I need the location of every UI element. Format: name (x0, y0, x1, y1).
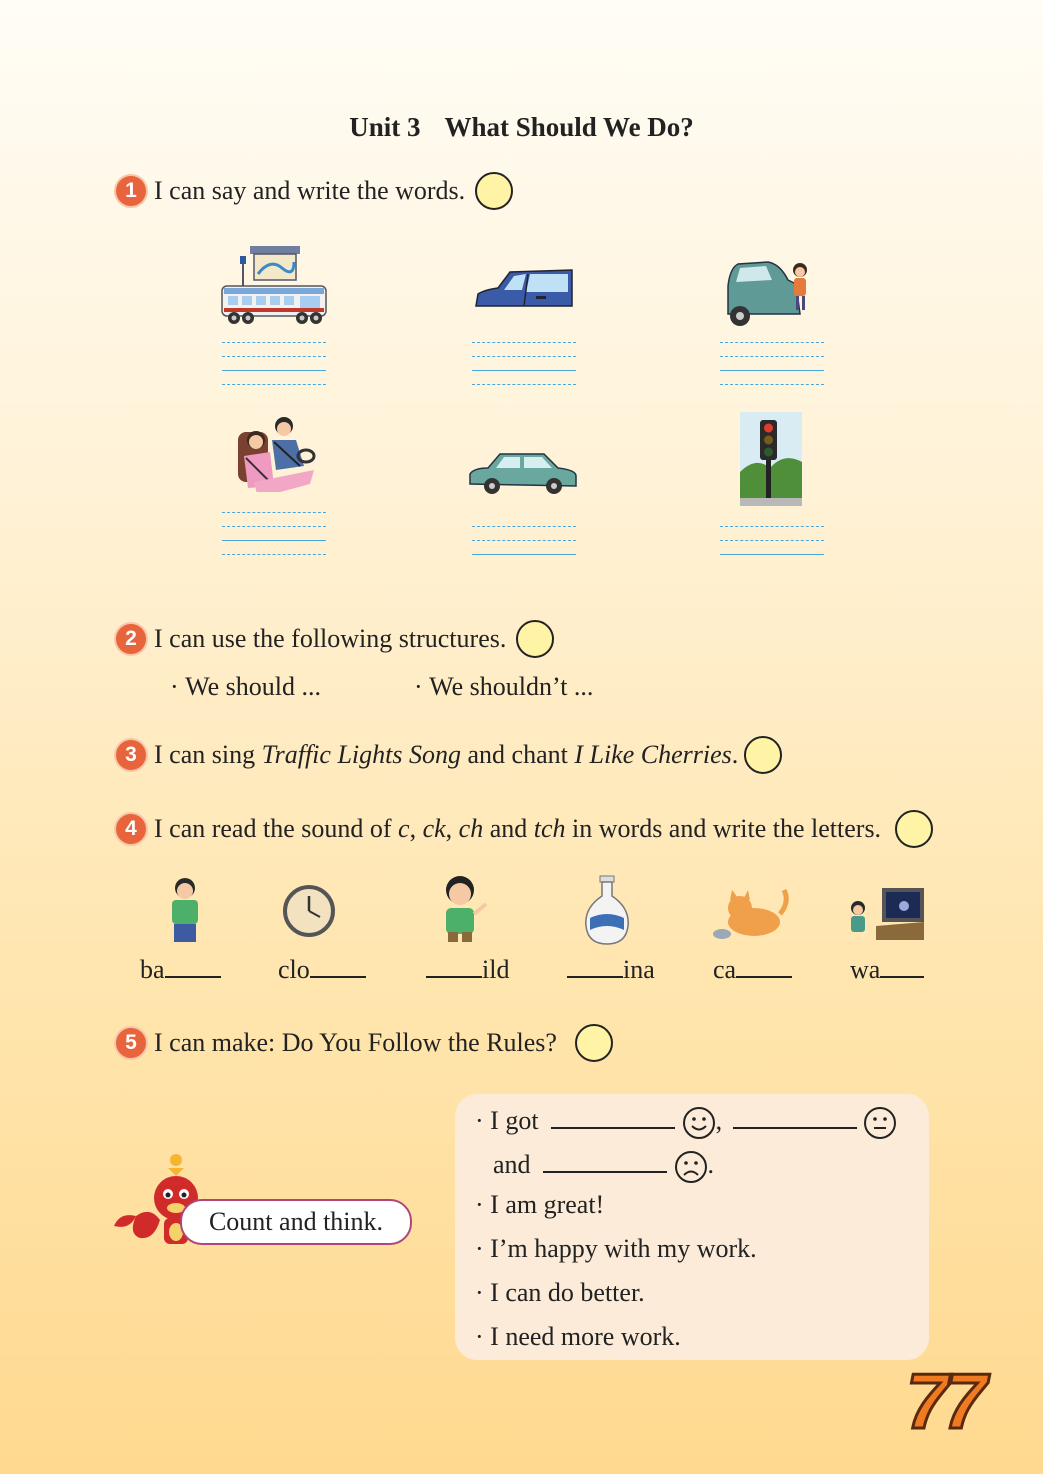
car-picture (466, 448, 580, 496)
writing-lines[interactable] (222, 342, 326, 392)
self-check-circle[interactable] (475, 172, 513, 210)
writing-lines[interactable] (472, 526, 576, 576)
chant-title: I Like Cherries (574, 740, 732, 769)
and-line: and . (493, 1150, 714, 1184)
section-number: 4 (116, 814, 146, 844)
letter-blank[interactable] (310, 956, 366, 978)
unit-name: What Should We Do? (444, 112, 694, 142)
china-vase-picture (582, 874, 632, 946)
letter-blank[interactable] (736, 956, 792, 978)
count-blank[interactable] (551, 1107, 675, 1129)
boy-back-picture (160, 876, 210, 946)
panel-item: · I can do better. (475, 1278, 645, 1307)
sad-face-icon (674, 1150, 708, 1184)
writing-lines[interactable] (720, 526, 824, 576)
section-5 (116, 1024, 613, 1062)
watch-tv-picture (846, 886, 926, 946)
letter-blank[interactable] (567, 956, 623, 978)
bullet-icon: · (475, 1190, 491, 1219)
count-blank[interactable] (543, 1151, 667, 1173)
clock-picture (282, 884, 336, 938)
smile-face-icon (682, 1106, 716, 1140)
bullet-icon: · (475, 1234, 491, 1263)
section-text: I can make: Do You Follow the Rules? (154, 1028, 557, 1057)
phonics-item: ild (426, 955, 509, 985)
panel-item: · I am great! (475, 1190, 605, 1219)
writing-lines[interactable] (720, 342, 824, 392)
seat-belt-picture (234, 412, 316, 492)
got-line: · I got , (475, 1106, 897, 1140)
section-4 (116, 810, 933, 848)
letter-blank[interactable] (880, 956, 924, 978)
unit-label: Unit 3 (349, 112, 421, 142)
bubble-text: Count and think. (208, 1207, 384, 1236)
bullet-icon: · (475, 1106, 491, 1135)
count-blank[interactable] (733, 1107, 857, 1129)
structure-item (414, 672, 593, 702)
bullet-icon: · (475, 1278, 491, 1307)
bullet-icon: · (414, 672, 430, 701)
section-text: I can sing Traffic Lights Song and chant I Like Cherries. (154, 740, 739, 769)
self-check-circle[interactable] (516, 620, 554, 658)
car-door-picture (474, 266, 574, 310)
section-number: 2 (116, 624, 146, 654)
neutral-face-icon (863, 1106, 897, 1140)
letter-blank[interactable] (426, 956, 482, 978)
section-text: I can say and write the words. (154, 176, 466, 205)
bus-stop-picture (220, 244, 330, 326)
writing-lines[interactable] (222, 512, 326, 562)
structure-text: We shouldn’t ... (429, 672, 594, 701)
self-check-circle[interactable] (744, 736, 782, 774)
letter-blank[interactable] (165, 956, 221, 978)
traffic-light-picture (740, 412, 802, 506)
phonics-item: ina (567, 955, 655, 985)
cat-picture (710, 884, 792, 944)
section-2 (116, 620, 554, 658)
panel-item: · I’m happy with my work. (475, 1234, 757, 1263)
bullet-icon: · (475, 1322, 491, 1351)
self-check-circle[interactable] (575, 1024, 613, 1062)
phonics-item: ba (140, 955, 221, 985)
self-check-circle[interactable] (895, 810, 933, 848)
writing-lines[interactable] (472, 342, 576, 392)
speech-bubble (180, 1199, 412, 1245)
car-trunk-picture (726, 258, 812, 328)
phonics-item: wa (850, 955, 924, 985)
bullet-icon: · (170, 672, 186, 701)
phonics-item: clo (278, 955, 366, 985)
section-text: I can use the following structures. (154, 624, 507, 653)
section-number: 1 (116, 176, 146, 206)
section-3 (116, 736, 782, 774)
page-number: 77 (906, 1357, 981, 1445)
page-title (0, 112, 1043, 143)
self-evaluation-panel (455, 1094, 929, 1360)
song-title: Traffic Lights Song (261, 740, 461, 769)
section-number: 5 (116, 1028, 146, 1058)
section-text: I can read the sound of c, ck, ch and tch in words and write the letters. (154, 814, 882, 843)
structure-item (170, 672, 321, 702)
panel-item: · I need more work. (475, 1322, 681, 1351)
structure-text: We should ... (185, 672, 322, 701)
section-1 (116, 172, 513, 210)
child-picture (436, 874, 490, 944)
section-number: 3 (116, 740, 146, 770)
phonics-item: ca (713, 955, 792, 985)
